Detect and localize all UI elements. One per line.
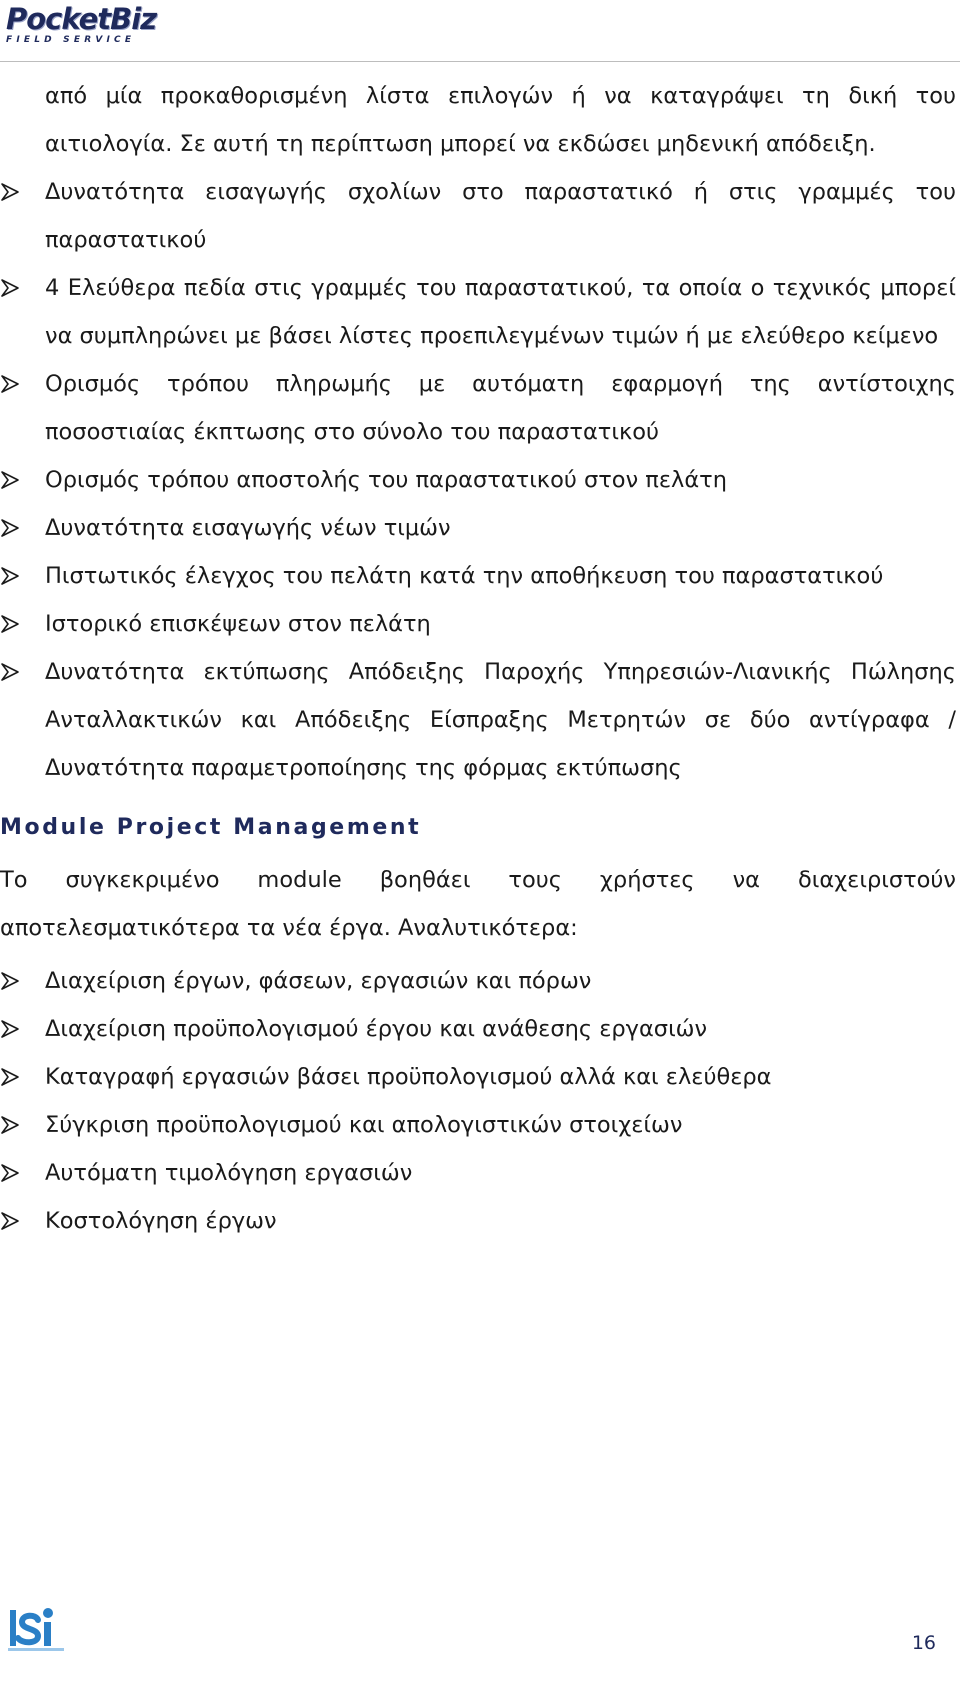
feature-item: [0, 552, 956, 600]
arrowhead-bullet-icon: [0, 504, 30, 552]
feature-item-text: 4 Ελεύθερα πεδία στις γραμμές του παραστατικού, τα οποία ο τεχνικός μπορεί να συμπληρώνει με βάσει λίστες προεπιλεγμένων τιμών ή με ελεύθερο κείμενο: [45, 275, 956, 349]
arrowhead-bullet-icon: [0, 1053, 30, 1101]
arrowhead-bullet-icon: [0, 1197, 30, 1245]
arrowhead-bullet-icon: [0, 1005, 30, 1053]
project-management-item: [0, 1101, 956, 1149]
arrowhead-bullet-icon: [0, 648, 30, 696]
feature-item: [0, 360, 956, 456]
features-list: [0, 168, 956, 792]
feature-item: [0, 504, 956, 552]
feature-item: [0, 168, 956, 264]
project-management-item-text: Αυτόματη τιμολόγηση εργασιών: [45, 1160, 413, 1186]
project-management-item: [0, 1005, 956, 1053]
project-management-list: [0, 957, 956, 1245]
project-management-item: [0, 1053, 956, 1101]
feature-item: [0, 648, 956, 792]
project-management-item: [0, 1197, 956, 1245]
feature-item: [0, 600, 956, 648]
logo-brand-sub: FIELD SERVICE: [6, 35, 136, 45]
pocketbiz-logo: [6, 4, 171, 46]
section-heading: Module Project Management: [0, 815, 422, 840]
project-management-item: [0, 1149, 956, 1197]
project-management-item-text: Διαχείριση έργων, φάσεων, εργασιών και πόρων: [45, 968, 592, 994]
feature-item: [0, 264, 956, 360]
arrowhead-bullet-icon: [0, 360, 30, 408]
feature-item-text: Δυνατότητα εισαγωγής σχολίων στο παραστατικό ή στις γραμμές του παραστατικού: [45, 179, 956, 253]
project-management-item-text: Σύγκριση προϋπολογισμού και απολογιστικών στοιχείων: [45, 1112, 683, 1138]
arrowhead-bullet-icon: [0, 1101, 30, 1149]
feature-item-text: Ορισμός τρόπου πληρωμής με αυτόματη εφαρμογή της αντίστοιχης ποσοστιαίας έκπτωσης στο σύνολο του παραστατικού: [45, 371, 956, 445]
arrowhead-bullet-icon: [0, 957, 30, 1005]
arrowhead-bullet-icon: [0, 1149, 30, 1197]
si-logo-icon: [8, 1600, 66, 1655]
logo-brand-name: PocketBiz: [6, 2, 157, 36]
feature-item-text: Ορισμός τρόπου αποστολής του παραστατικού στον πελάτη: [45, 467, 727, 493]
project-management-item-text: Καταγραφή εργασιών βάσει προϋπολογισμού αλλά και ελεύθερα: [45, 1064, 772, 1090]
continued-paragraph: από μία προκαθορισμένη λίστα επιλογών ή να καταγράψει τη δική του αιτιολογία. Σε αυτή τη περίπτωση μπορεί να εκδώσει μηδενική απόδειξη.: [45, 83, 956, 157]
arrowhead-bullet-icon: [0, 264, 30, 312]
project-management-item: [0, 957, 956, 1005]
arrowhead-bullet-icon: [0, 600, 30, 648]
feature-item: [0, 456, 956, 504]
page-number: 16: [911, 1632, 936, 1654]
arrowhead-bullet-icon: [0, 552, 30, 600]
section-intro-paragraph: Το συγκεκριμένο module βοηθάει τους χρήστες να διαχειριστούν αποτελεσματικότερα τα νέα έργα. Αναλυτικότερα:: [0, 867, 956, 941]
feature-item-text: Ιστορικό επισκέψεων στον πελάτη: [45, 611, 431, 637]
feature-item-text: Δυνατότητα εκτύπωσης Απόδειξης Παροχής Υπηρεσιών-Λιανικής Πώλησης Ανταλλακτικών και Απόδειξης Είσπραξης Μετρητών σε δύο αντίγραφα / Δυνατότητα παραμετροποίησης της φόρμας εκτύπωσης: [45, 659, 956, 781]
arrowhead-bullet-icon: [0, 168, 30, 216]
feature-item-text: Δυνατότητα εισαγωγής νέων τιμών: [45, 515, 451, 541]
feature-item-text: Πιστωτικός έλεγχος του πελάτη κατά την αποθήκευση του παραστατικού: [45, 563, 884, 589]
project-management-item-text: Κοστολόγηση έργων: [45, 1208, 277, 1234]
si-logo: [8, 1600, 68, 1655]
arrowhead-bullet-icon: [0, 456, 30, 504]
project-management-item-text: Διαχείριση προϋπολογισμού έργου και ανάθεσης εργασιών: [45, 1016, 708, 1042]
document-body: [0, 72, 956, 1245]
header-divider: [0, 61, 960, 62]
